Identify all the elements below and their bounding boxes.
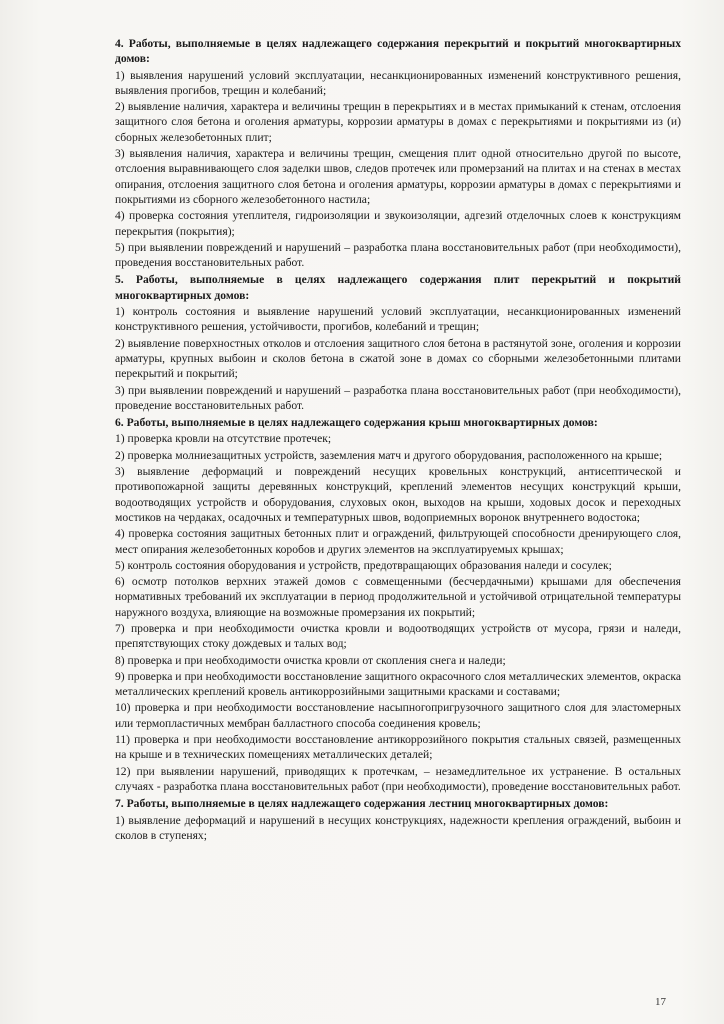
list-item: 4) проверка состояния утеплителя, гидроизоляции и звукоизоляции, адгезий отделочных слоев к конструкциям перекрытия (покрытия); [115,209,681,238]
list-item: 7) проверка и при необходимости очистка кровли и водоотводящих устройств от мусора, грязи и наледи, препятствующих стоку дождевых и талых вод; [115,621,681,651]
section-title: 4. Работы, выполняемые в целях надлежащего содержания перекрытий и покрытий многоквартирных домов: [115,37,681,66]
section-title: 5. Работы, выполняемые в целях надлежащего содержания плит перекрытий и покрытий многоквартирных домов: [115,273,681,302]
list-item: 3) выявления наличия, характера и величины трещин, смещения плит одной относительно другой по высоте, отслоения выравнивающего слоя заделки швов, следов протечек или промерзаний на плитах и на стенах в местах опирания, отслоения защитного слоя бетона и оголения арматуры, коррозии арматуры в домах с перекрытиями и покрытиями из сборного железобетонного настила; [115,147,681,206]
list-item: 11) проверка и при необходимости восстановление антикоррозийного покрытия стальных связей, размещенных на крыше и в технических помещениях металлических деталей; [115,733,681,762]
list-item: 5) при выявлении повреждений и нарушений – разработка плана восстановительных работ (при необходимости), проведения восстановительных работ. [115,240,681,270]
list-item: 2) выявление наличия, характера и величины трещин в перекрытиях и в местах примыканий к стенам, отслоения защитного слоя бетона и оголения арматуры, коррозии арматуры в домах с перекрытиями и покрытиями из (и) сборных железобетонных плит; [115,100,681,144]
document-body [115,36,681,843]
list-item: 3) при выявлении повреждений и нарушений – разработка плана восстановительных работ (при необходимости), проведение восстановительных работ. [115,383,681,412]
list-item: 6) осмотр потолков верхних этажей домов с совмещенными (бесчердачными) крышами для обеспечения нормативных требований их эксплуатации в период продолжительной и устойчивой отрицательной температуры наружного воздуха, влияющие на возможные промерзания их покрытий; [115,575,681,619]
list-item: 3) выявление деформаций и повреждений несущих кровельных конструкций, антисептической и противопожарной защиты деревянных конструкций, креплений элементов несущих конструкций крыши, водоотводящих устройств и оборудования, слуховых окон, выходов на крыши, ходовых досок и переходных мостиков на чердаках, осадочных и температурных швов, водоприемных воронок внутреннего водостока; [115,465,681,524]
list-item: 1) контроль состояния и выявление нарушений условий эксплуатации, несанкционированных изменений конструктивного решения, устойчивости, прогибов, колебаний и трещин; [115,305,681,334]
list-item: 10) проверка и при необходимости восстановление насыпногопригрузочного защитного слоя для эластомерных или термопластичных мембран балластного способа соединения кровель; [115,701,681,730]
page-number: 17 [655,996,666,1008]
list-item: 5) контроль состояния оборудования и устройств, предотвращающих образования наледи и сосулек; [115,558,612,572]
list-item: 9) проверка и при необходимости восстановление защитного окрасочного слоя металлических элементов, окраска металлических креплений кровель антикоррозийными защитными красками и составами; [115,669,681,699]
section-title: 7. Работы, выполняемые в целях надлежащего содержания лестниц многоквартирных домов: [115,797,609,811]
section-title: 6. Работы, выполняемые в целях надлежащего содержания крыш многоквартирных домов: [115,416,598,430]
list-item: 1) проверка кровли на отсутствие протечек; [115,432,332,446]
list-item: 2) выявление поверхностных отколов и отслоения защитного слоя бетона в растянутой зоне, оголения и коррозии арматуры, крупных выбоин и сколов бетона в сжатой зоне в домах со сборными железобетонными плитами перекрытий и покрытий; [115,336,681,381]
list-item: 1) выявления нарушений условий эксплуатации, несанкционированных изменений конструктивного решения, выявления прогибов, трещин и колебаний; [115,68,681,97]
list-item: 8) проверка и при необходимости очистка кровли от скопления снега и наледи; [115,653,506,667]
list-item: 12) при выявлении нарушений, приводящих к протечкам, – незамедлительное их устранение. В остальных случаях - разработка плана восстановительных работ (при необходимости), проведение восстановительных работ. [115,764,681,793]
list-item: 2) проверка молниезащитных устройств, заземления матч и другого оборудования, расположенного на крыше; [115,448,663,462]
list-item: 1) выявление деформаций и нарушений в несущих конструкциях, надежности крепления ограждений, выбоин и сколов в ступенях; [115,813,681,842]
list-item: 4) проверка состояния защитных бетонных плит и ограждений, фильтрующей способности дренирующего слоя, мест опирания железобетонных коробов и других элементов на эксплуатируемых крышах; [115,527,681,556]
